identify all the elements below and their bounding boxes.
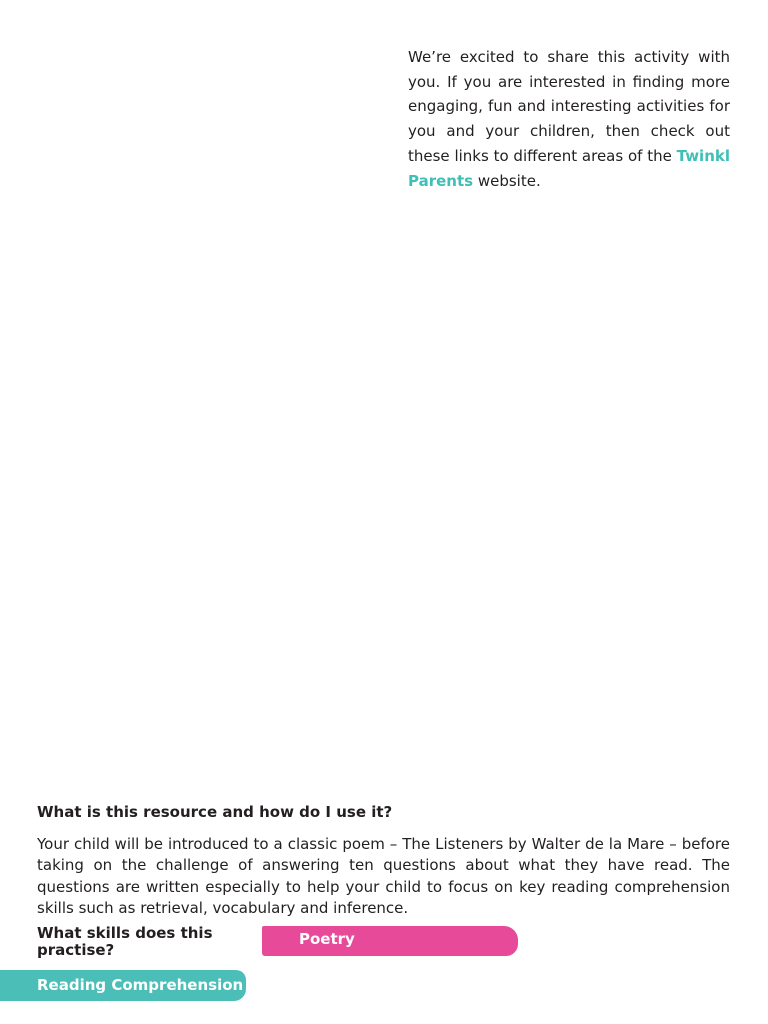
intro-text-end: website. bbox=[473, 171, 541, 190]
skills-heading: What skills does this practise? bbox=[37, 924, 213, 959]
intro-paragraph bbox=[408, 45, 730, 193]
intro-text: We’re excited to share this activity with you. If you are interested in finding more engaging, fun and interesting activities for you and your children, then check out these links to different areas of the bbox=[408, 48, 730, 165]
skill-tag-reading-comprehension: Reading Comprehension bbox=[0, 970, 246, 1001]
twinkl-parents-link[interactable]: Twinkl Parents bbox=[408, 146, 730, 190]
skill-tag-poetry: Poetry bbox=[262, 926, 518, 956]
resource-description: Your child will be introduced to a classic poem – The Listeners by Walter de la Mare – before taking on the challenge of answering ten questions about what they have read. The questions are written especially to help your child to focus on key reading comprehension skills such as retrieval, vocabulary and inference. bbox=[37, 835, 730, 917]
resource-heading: What is this resource and how do I use it? bbox=[37, 803, 393, 821]
